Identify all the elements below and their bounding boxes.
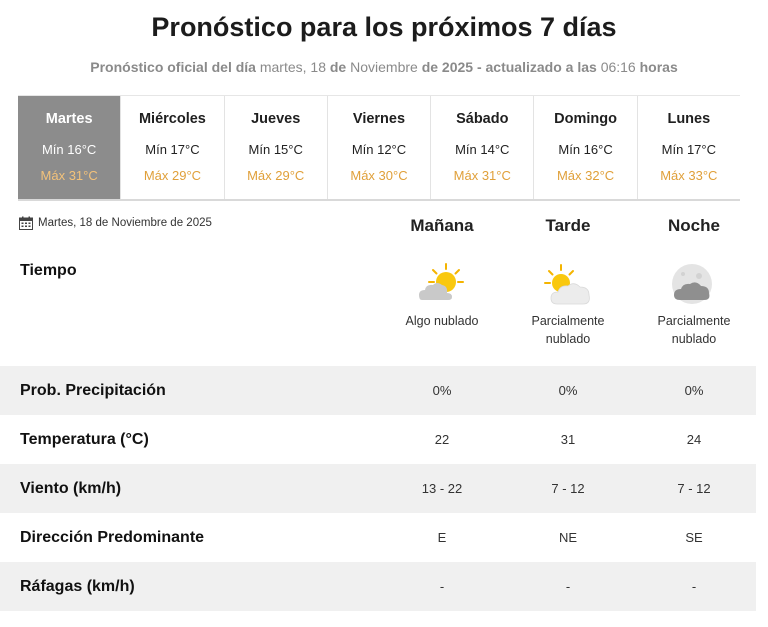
row-value-tarde: NE [558,530,578,545]
row-label: Prob. Precipitación [20,381,166,399]
subtitle-horas: horas [639,59,678,75]
page-subtitle [0,59,768,75]
day-tab-sabado[interactable] [431,96,534,199]
day-tab-lunes[interactable] [638,96,740,199]
day-tabs [18,95,740,201]
day-name: Lunes [667,111,711,127]
day-min-temp: Mín 17°C [661,142,716,157]
row-value-manana: 22 [434,432,450,447]
day-max-temp: Máx 29°C [247,168,305,183]
row-value-noche: 24 [686,432,702,447]
row-rafagas [0,562,756,611]
period-manana: Mañana [410,216,474,235]
partly-cloudy-icon [543,262,593,306]
weather-desc-line: nublado [671,332,717,346]
selected-date [19,216,212,230]
row-value-noche: 7 - 12 [677,481,711,496]
day-name: Viernes [352,111,406,127]
day-name: Sábado [456,111,509,127]
row-value-noche: 0% [684,383,704,398]
selected-date-text: Martes, 18 de Noviembre de 2025 [38,217,212,229]
day-max-temp: Máx 32°C [556,168,615,183]
row-precipitacion [0,366,756,415]
weather-desc-tarde [505,312,631,348]
day-tab-jueves[interactable] [225,96,328,199]
weather-desc-line: Parcialmente [657,314,731,328]
row-value-manana: E [437,530,447,545]
row-label: Dirección Predominante [20,528,205,546]
subtitle-updated: de 2025 - actualizado a las [421,59,597,75]
row-value-manana: - [439,579,445,594]
day-tab-miercoles[interactable] [121,96,224,199]
subtitle-time: 06:16 [600,59,636,75]
weather-desc-line: Algo nublado [405,314,479,328]
row-temperatura [0,415,756,464]
day-max-temp: Máx 33°C [660,168,718,183]
day-min-temp: Mín 15°C [248,142,303,157]
row-value-tarde: - [565,579,571,594]
weather-desc-line: nublado [545,332,591,346]
weather-desc-manana [379,312,505,330]
row-value-tarde: 0% [558,383,578,398]
page-title: Pronóstico para los próximos 7 días [151,12,617,42]
row-value-noche: SE [685,530,703,545]
day-name: Miércoles [138,111,206,127]
day-min-temp: Mín 17°C [145,142,200,157]
row-direccion [0,513,756,562]
subtitle-de: de [329,59,347,75]
day-name: Domingo [554,111,617,127]
day-name: Jueves [251,111,301,127]
calendar-icon [19,216,33,230]
day-min-temp: Mín 16°C [558,142,613,157]
day-tab-martes[interactable] [18,96,121,199]
row-viento [0,464,756,513]
row-value-manana: 0% [432,383,452,398]
day-min-temp: Mín 14°C [455,142,510,157]
day-name: Martes [45,111,93,127]
day-max-temp: Máx 31°C [453,168,511,183]
row-value-noche: - [691,579,697,594]
day-tab-viernes[interactable] [328,96,431,199]
day-min-temp: Mín 12°C [351,142,407,157]
subtitle-month: Noviembre [350,59,418,75]
subtitle-date: martes, 18 [259,59,326,75]
day-max-temp: Máx 30°C [350,168,408,183]
cloudy-night-icon [668,262,718,306]
row-label: Viento (km/h) [20,479,122,497]
row-label: Ráfagas (km/h) [20,577,135,595]
sun-behind-cloud-icon [417,262,467,306]
day-min-temp: Mín 16°C [41,142,97,157]
tiempo-label: Tiempo [20,262,77,279]
row-label: Temperatura (°C) [20,430,149,448]
weather-desc-noche [631,312,757,348]
period-noche: Noche [668,216,720,235]
subtitle-official: Pronóstico oficial del día [90,59,256,75]
period-tarde: Tarde [545,216,591,235]
weather-desc-line: Parcialmente [531,314,605,328]
day-max-temp: Máx 31°C [40,168,98,183]
row-value-manana: 13 - 22 [421,481,463,496]
day-max-temp: Máx 29°C [143,168,202,183]
day-tab-domingo[interactable] [534,96,637,199]
row-value-tarde: 31 [560,432,576,447]
row-value-tarde: 7 - 12 [551,481,585,496]
